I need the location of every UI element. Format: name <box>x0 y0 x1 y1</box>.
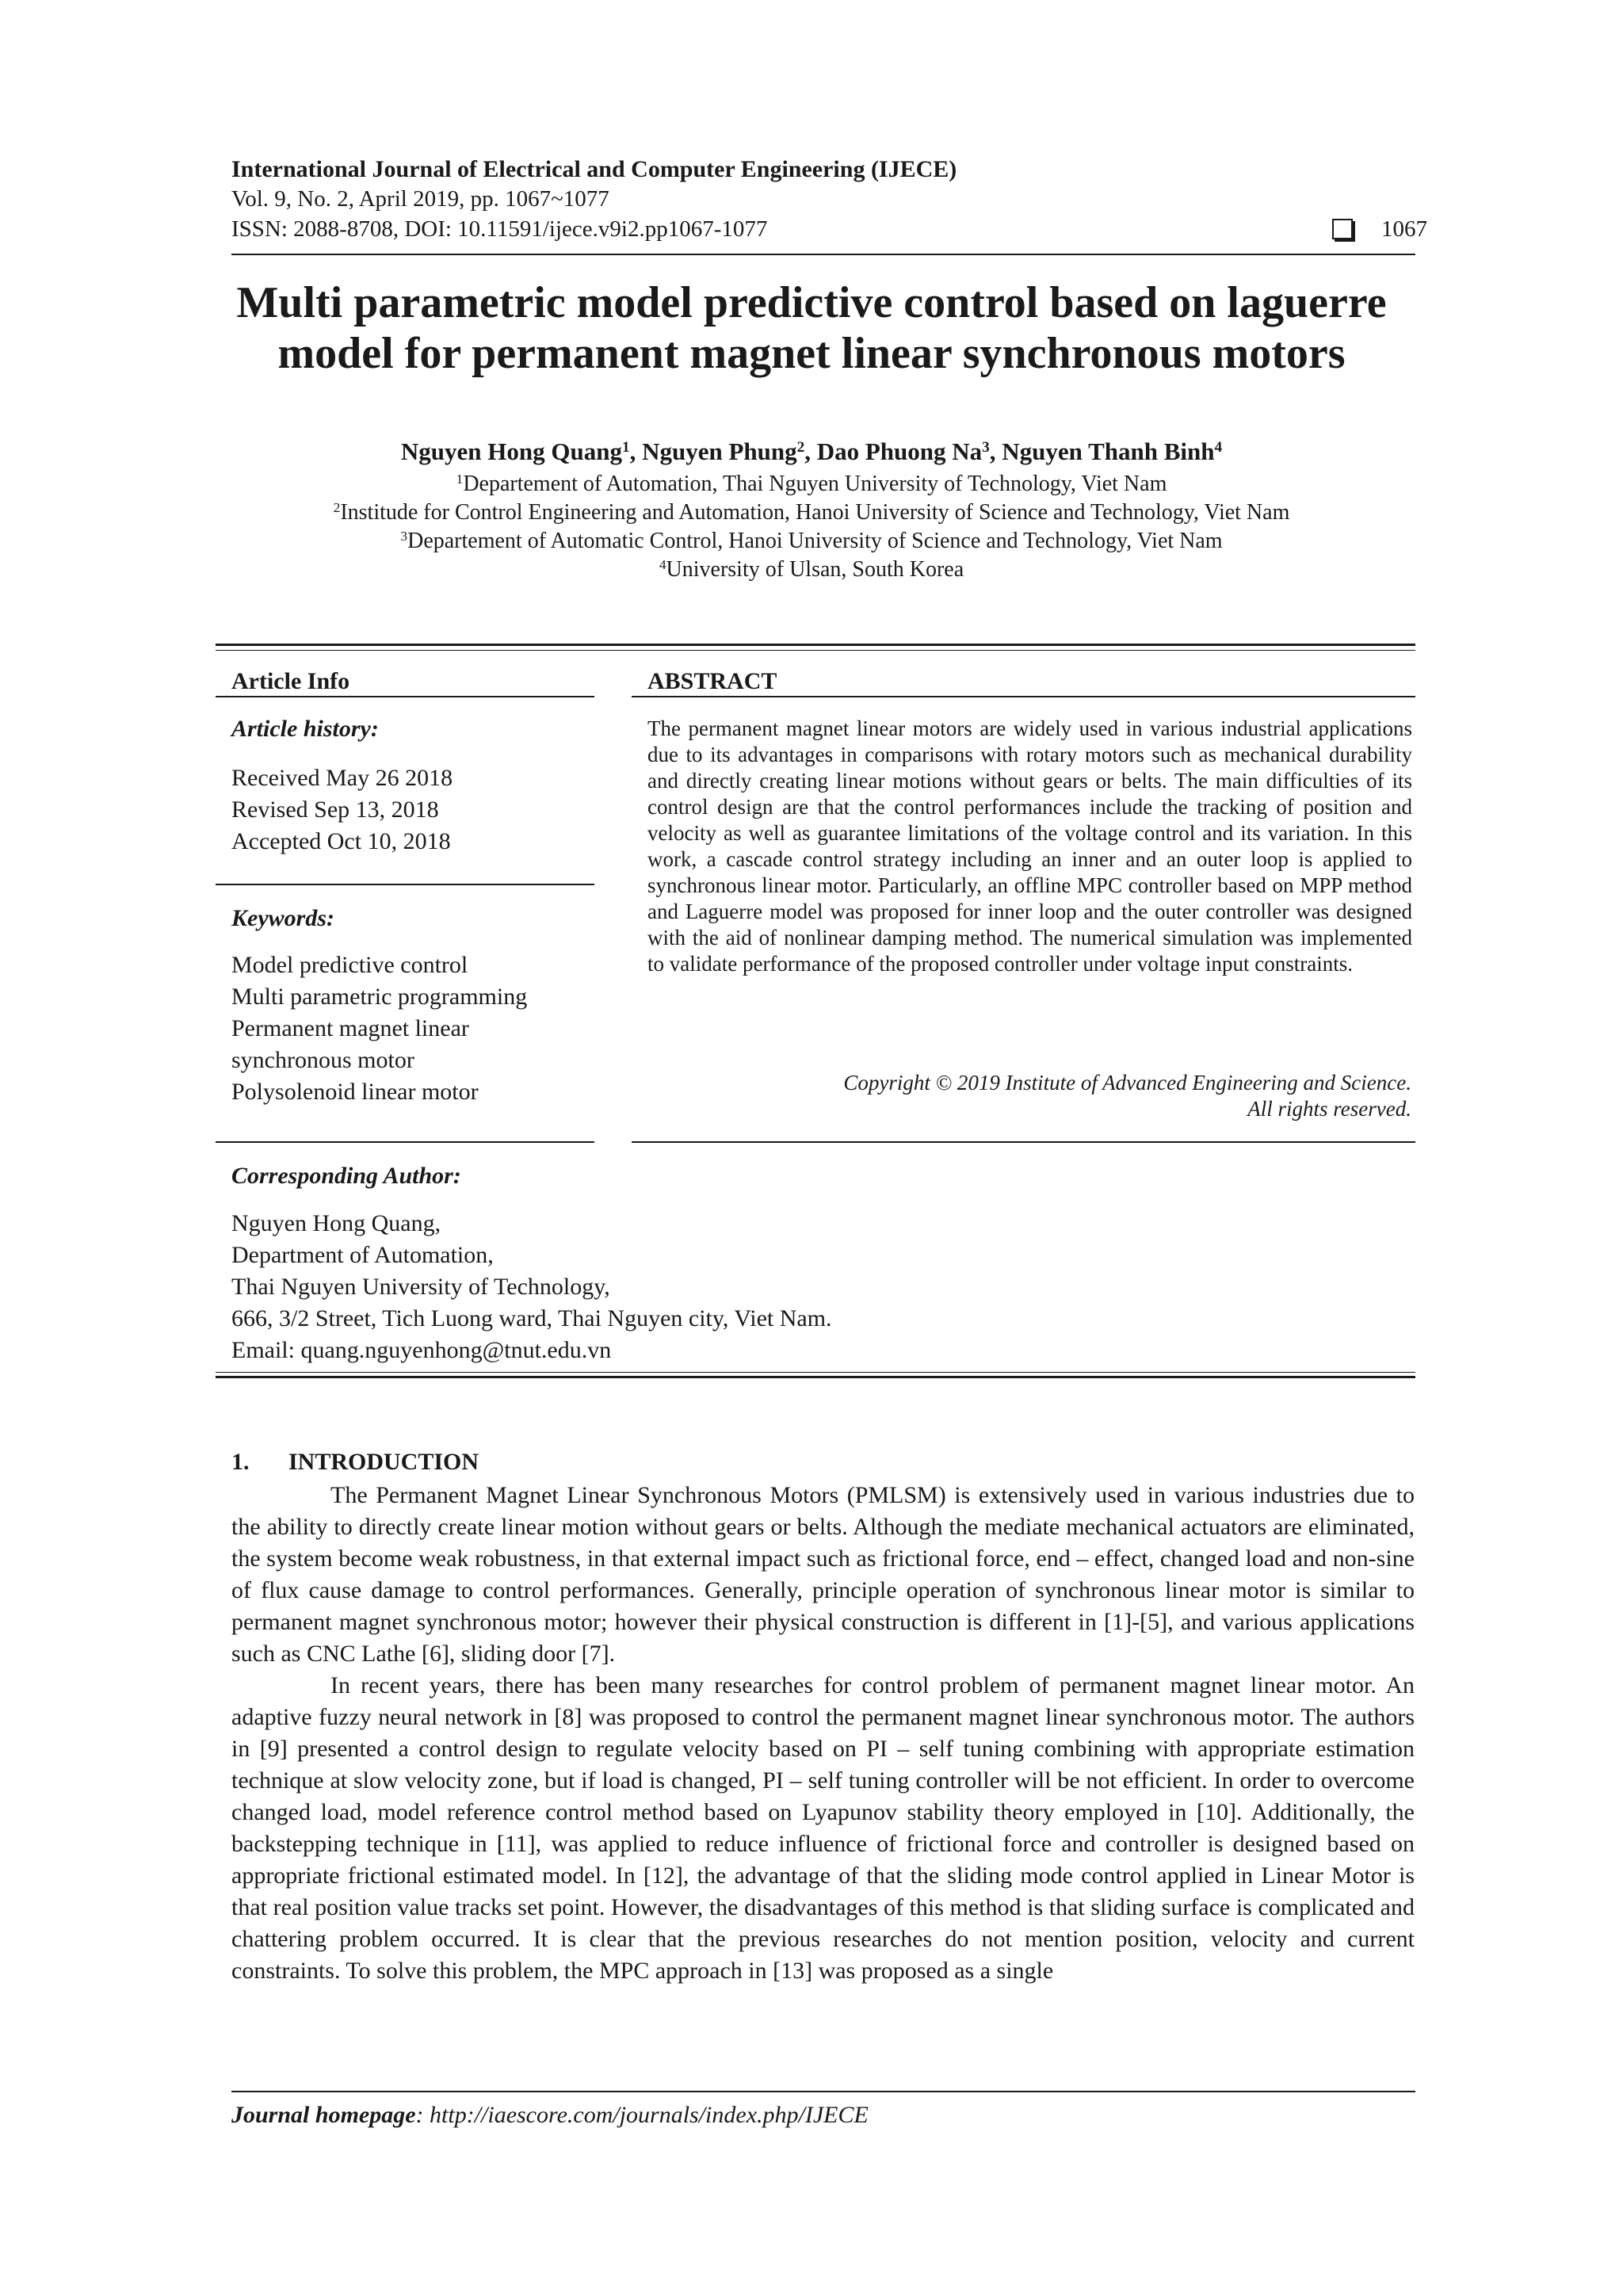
abstract-heading: ABSTRACT <box>647 668 777 694</box>
author-sup: 3 <box>982 439 990 457</box>
keyword: Model predictive control <box>231 952 468 978</box>
journal-homepage <box>231 2100 869 2130</box>
affiliation-text: Departement of Automation, Thai Nguyen University of Technology, Viet Nam <box>463 472 1167 496</box>
author-sep: , <box>804 437 817 465</box>
affiliation <box>190 499 1433 527</box>
introduction-body <box>231 1480 1415 1987</box>
section-number: 1. <box>231 1449 250 1475</box>
history-item: Received May 26 2018 <box>231 765 453 791</box>
keywords-heading: Keywords: <box>231 905 334 931</box>
header-rule <box>231 254 1415 255</box>
keyword: synchronous motor <box>231 1047 414 1073</box>
keywords-list <box>231 949 527 1108</box>
author-sep: , <box>629 437 643 465</box>
section-heading <box>231 1446 479 1478</box>
affiliation-text: Departement of Automatic Control, Hanoi University of Science and Technology, Viet Nam <box>407 529 1223 553</box>
affiliation-sup: 3 <box>400 529 408 544</box>
history-item: Revised Sep 13, 2018 <box>231 797 439 823</box>
corresponding-details <box>231 1208 832 1366</box>
abstract-rule <box>632 696 1415 697</box>
article-history-heading: Article history: <box>231 716 379 742</box>
author-sup: 1 <box>621 439 630 457</box>
homepage-label: Journal homepage <box>231 2102 416 2128</box>
abstract-bottom-rule <box>632 1141 1415 1143</box>
article-info-rule <box>216 696 594 697</box>
keyword: Polysolenoid linear motor <box>231 1079 479 1105</box>
affiliation-sup: 1 <box>456 472 464 487</box>
affiliation-sup: 4 <box>659 557 666 573</box>
title-line: model for permanent magnet linear synchronous motors <box>277 329 1346 378</box>
info-top-rule-thin <box>216 650 1415 651</box>
author-sup: 4 <box>1214 439 1223 457</box>
author-name: Nguyen Phung <box>642 437 797 465</box>
title-line: Multi parametric model predictive control based on laguerre <box>236 278 1387 327</box>
homepage-colon: : <box>415 2102 430 2128</box>
footer-rule <box>231 2091 1415 2092</box>
affiliation-sup: 2 <box>333 500 341 516</box>
author-name: Nguyen Hong Quang <box>400 437 622 465</box>
info-bottom-rule-thin <box>216 1372 1415 1373</box>
corresponding-line: Thai Nguyen University of Technology, <box>231 1274 610 1300</box>
journal-name: International Journal of Electrical and Computer Engineering (IJECE) <box>231 156 957 182</box>
abstract-text: The permanent magnet linear motors are widely used in various industrial applications due to its advantages in comparisons with rotary motors such as mechanical durability and directly creating linear motions without gears or belts. The main difficulties of its control design are that the control performances include the tracking of position and velocity as well as guarantee limitations of the voltage control and its variation. In this work, a cascade control strategy including an inner and an outer loop is applied to synchronous linear motor. Particularly, an offline MPC controller based on MPP method and Laguerre model was proposed for inner loop and the outer controller was designed with the aid of nonlinear damping method. The numerical simulation was implemented to validate performance of the proposed controller under voltage input constraints. <box>647 716 1412 976</box>
copyright <box>843 1070 1411 1122</box>
affiliations <box>190 470 1433 584</box>
page-number: 1067 <box>1381 216 1427 242</box>
article-info-heading: Article Info <box>231 668 350 694</box>
author-name: Nguyen Thanh Binh <box>1002 437 1215 465</box>
info-top-rule <box>216 644 1415 646</box>
corresponding-line: 666, 3/2 Street, Tich Luong ward, Thai Nguyen city, Viet Nam. <box>231 1305 832 1331</box>
keywords-rule <box>216 1141 594 1143</box>
affiliation <box>190 470 1433 499</box>
homepage-link[interactable]: http://iaescore.com/journals/index.php/IJECE <box>430 2102 869 2128</box>
author-name: Dao Phuong Na <box>816 437 983 465</box>
author-sup: 2 <box>796 439 805 457</box>
affiliation <box>190 556 1433 584</box>
page-number-block <box>1332 215 1427 243</box>
paper-title <box>190 277 1433 379</box>
history-item: Accepted Oct 10, 2018 <box>231 828 451 854</box>
corresponding-heading: Corresponding Author: <box>231 1163 461 1189</box>
section-title: INTRODUCTION <box>288 1449 479 1475</box>
issn-line: ISSN: 2088-8708, DOI: 10.11591/ijece.v9i2.pp1067-1077 <box>231 216 768 242</box>
affiliation <box>190 527 1433 556</box>
copyright-line: All rights reserved. <box>1247 1097 1411 1121</box>
volume-line: Vol. 9, No. 2, April 2019, pp. 1067~1077 <box>231 186 609 212</box>
paragraph: In recent years, there has been many researches for control problem of permanent magnet linear motor. An adaptive fuzzy neural network in [8] was proposed to control the permanent magnet linear synchronous motor. The authors in [9] presented a control design to regulate velocity based on PI – self tuning combining with appropriate estimation technique at slow velocity zone, but if load is changed, PI – self tuning controller will be not efficient. In order to overcome changed load, model reference control method based on Lyapunov stability theory employed in [10]. Additionally, the backstepping technique in [11], was applied to reduce influence of frictional force and controller is designed based on appropriate frictional estimated model. In [12], the advantage of that the sliding mode control applied in Linear Motor is that real position value tracks set point. However, the disadvantages of this method is that sliding surface is complicated and chattering problem occurred. It is clear that the previous researches do not mention position, velocity and current constraints. To solve this problem, the MPC approach in [13] was proposed as a single <box>231 1672 1415 1984</box>
keyword: Permanent magnet linear <box>231 1015 469 1041</box>
author-list <box>190 437 1433 466</box>
paragraph: The Permanent Magnet Linear Synchronous Motors (PMLSM) is extensively used in various industries due to the ability to directly create linear motion without gears or belts. Although the mediate mechanical actuators are eliminated, the system become weak robustness, in that external impact such as frictional force, end – effect, changed load and non-sine of flux cause damage to control performances. Generally, principle operation of synchronous linear motor is similar to permanent magnet synchronous motor; however their physical construction is different in [1]-[5], and various applications such as CNC Lathe [6], sliding door [7]. <box>231 1482 1415 1667</box>
history-rule <box>216 884 594 885</box>
keyword: Multi parametric programming <box>231 984 528 1010</box>
corresponding-line: Department of Automation, <box>231 1242 494 1268</box>
article-history <box>231 762 453 858</box>
affiliation-text: Institude for Control Engineering and Automation, Hanoi University of Science and Technology, Viet Nam <box>340 500 1290 525</box>
info-bottom-rule <box>216 1376 1415 1378</box>
affiliation-text: University of Ulsan, South Korea <box>666 557 964 582</box>
copyright-line: Copyright © 2019 Institute of Advanced Engineering and Science. <box>843 1071 1411 1095</box>
corresponding-line: Nguyen Hong Quang, <box>231 1210 441 1236</box>
checkbox-square-icon <box>1332 219 1353 239</box>
corresponding-line: Email: quang.nguyenhong@tnut.edu.vn <box>231 1337 612 1363</box>
author-sep: , <box>989 437 1002 465</box>
